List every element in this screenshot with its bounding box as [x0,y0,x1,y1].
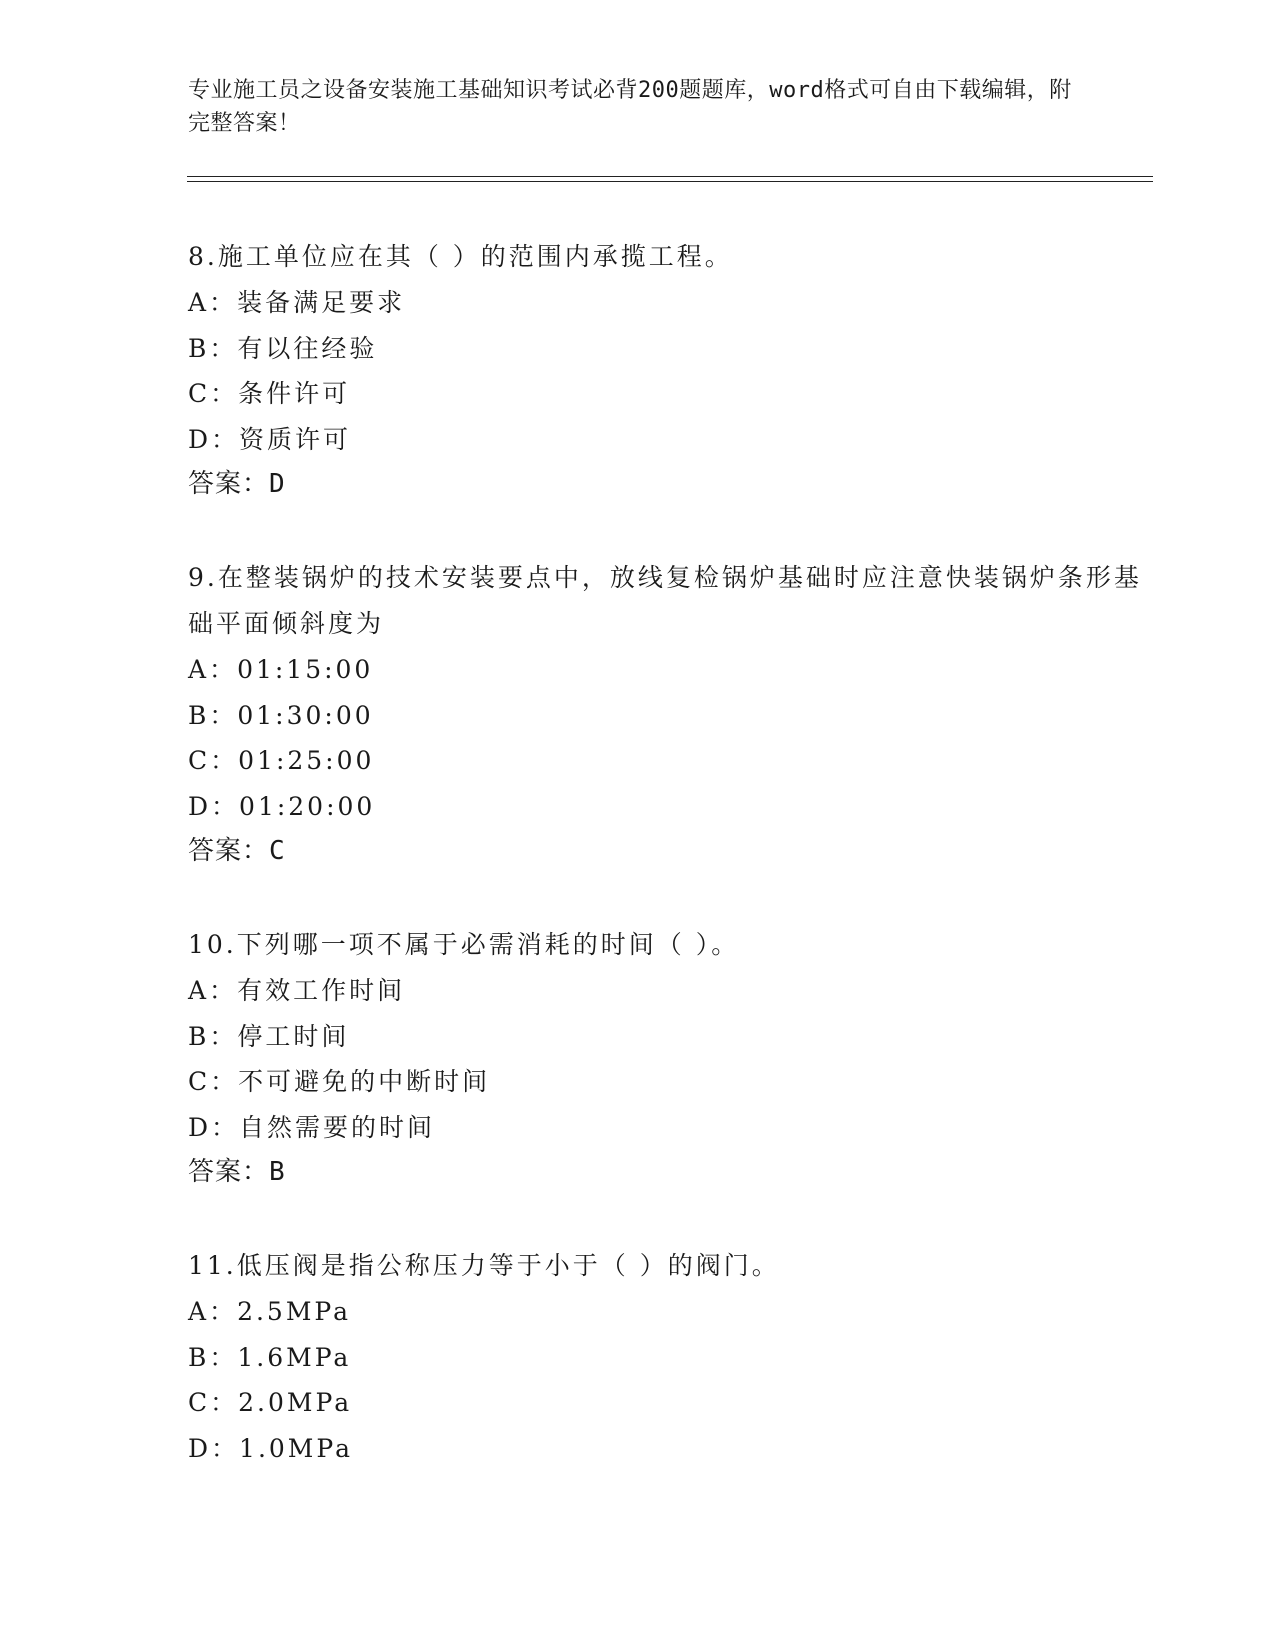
option-text: 不可避免的中断时间 [238,1067,491,1096]
option-a [188,1289,1148,1335]
option-text: 自然需要的时间 [239,1112,436,1142]
answer-label: 答案：C [188,836,286,866]
option-text: 1.6MPa [237,1342,352,1372]
answer-label: 答案：D [188,469,286,499]
question-stem: 9.在整装锅炉的技术安装要点中，放线复检锅炉基础时应注意快装锅炉条形基础平面倾斜度为 [188,563,1142,638]
option-text: 01:30:00 [237,700,374,730]
option-d [188,417,1148,463]
option-d [188,784,1148,830]
question-list [188,234,1148,1519]
option-letter: B： [188,700,238,730]
option-letter: A： [188,1297,238,1326]
option-text: 1.0MPa [239,1433,354,1463]
option-text: 01:20:00 [239,791,376,821]
option-c [188,371,1148,417]
option-letter: D： [188,791,240,821]
option-letter: D： [188,1433,240,1463]
header-divider-top [187,176,1153,177]
option-b [188,1014,1148,1060]
option-a [188,968,1148,1014]
option-text: 01:15:00 [237,655,374,684]
option-text: 2.5MPa [237,1297,352,1326]
question-stem: 11.低压阀是指公称压力等于小于（ ）的阀门。 [188,1251,780,1280]
option-c [188,738,1148,784]
option-letter: C： [188,746,239,775]
option-text: 条件许可 [238,379,351,408]
option-a [188,280,1148,326]
option-text: 01:25:00 [238,746,375,775]
option-letter: A： [188,655,238,684]
header-divider-bottom [187,181,1153,182]
option-text: 资质许可 [239,424,352,454]
option-letter: D： [188,1112,240,1142]
option-b [188,1335,1148,1381]
option-d [188,1426,1148,1472]
option-letter: A： [188,288,238,317]
option-a [188,647,1148,693]
option-text: 有效工作时间 [237,976,406,1005]
option-c [188,1380,1148,1426]
option-c [188,1059,1148,1105]
option-text: 2.0MPa [238,1388,353,1417]
option-letter: B： [188,1342,238,1372]
question-8 [188,234,1148,507]
option-b [188,693,1148,739]
document-title: 专业施工员之设备安装施工基础知识考试必背200题题库，word格式可自由下载编辑，附完整答案！ [188,78,1072,136]
option-letter: B： [188,333,238,363]
question-9 [188,555,1148,874]
option-letter: B： [188,1021,238,1051]
option-letter: C： [188,379,239,408]
question-11 [188,1243,1148,1471]
question-stem: 10.下列哪一项不属于必需消耗的时间（ ）。 [188,930,740,959]
option-letter: D： [188,424,240,454]
option-letter: C： [188,1388,239,1417]
option-b [188,326,1148,372]
question-stem: 8.施工单位应在其（ ）的范围内承揽工程。 [188,242,733,271]
option-text: 有以往经验 [237,333,378,363]
option-d [188,1105,1148,1151]
answer-label: 答案：B [188,1157,286,1187]
question-10 [188,922,1148,1195]
option-letter: C： [188,1067,239,1096]
option-text: 装备满足要求 [237,288,406,317]
option-letter: A： [188,976,238,1005]
option-text: 停工时间 [237,1021,350,1051]
